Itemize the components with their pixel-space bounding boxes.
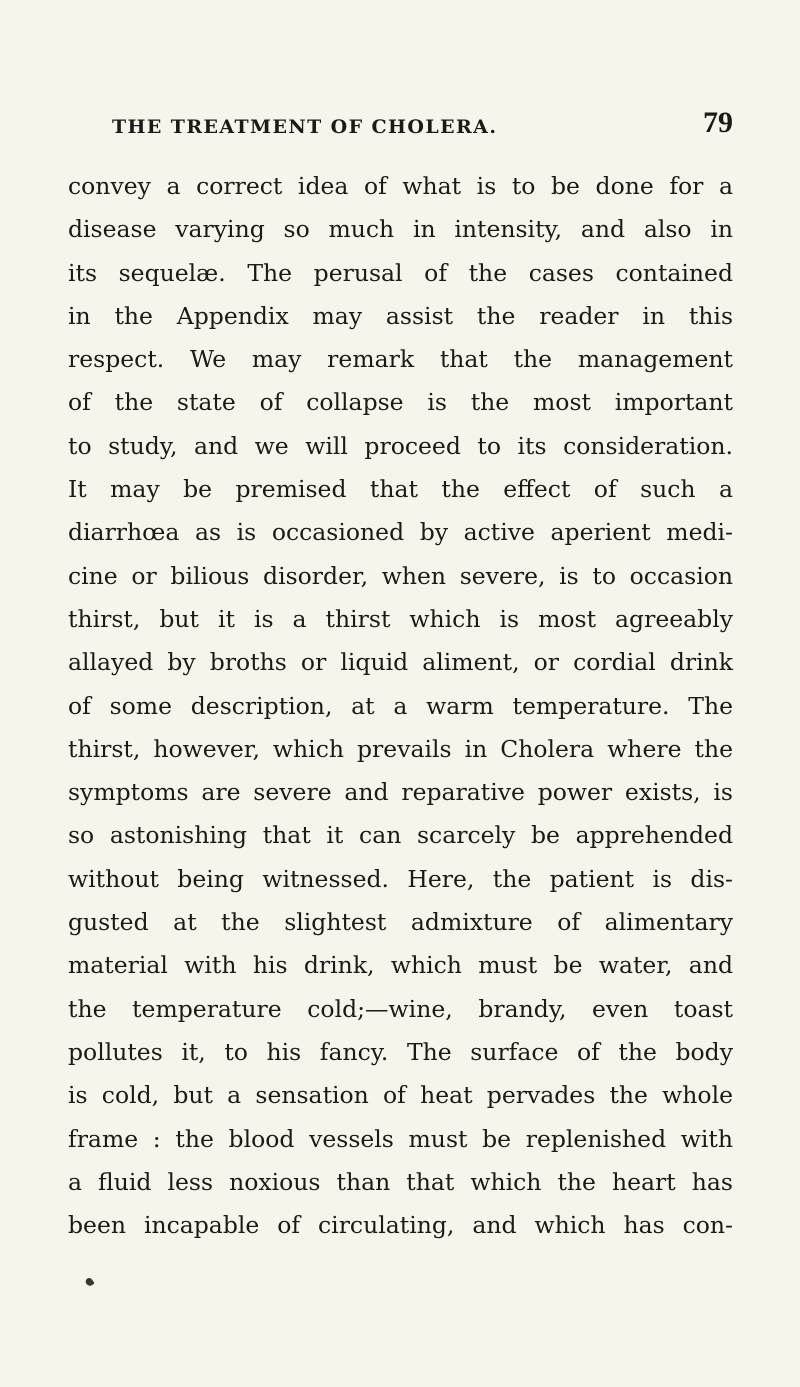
page-number: 79 <box>703 106 733 139</box>
text-line: cine or bilious disorder, when severe, is to occasion <box>68 561 733 590</box>
text-line: its sequelæ. The perusal of the cases contained <box>68 258 733 287</box>
text-line: a fluid less noxious than that which the heart has <box>68 1167 733 1196</box>
text-line: convey a correct idea of what is to be done for a <box>68 172 733 200</box>
text-line: allayed by broths or liquid aliment, or cordial drink <box>68 648 733 677</box>
body-text <box>68 165 733 1247</box>
text-line: thirst, but it is a thirst which is most agreeably <box>68 604 733 633</box>
text-line: without being witnessed. Here, the patient is dis- <box>68 864 733 893</box>
running-head <box>68 106 733 144</box>
text-line: thirst, however, which prevails in Cholera where the <box>68 734 733 763</box>
ink-speck <box>84 1277 94 1288</box>
text-line: diarrhœa as is occasioned by active aperient medi- <box>68 518 733 547</box>
text-line: respect. We may remark that the management <box>68 345 733 374</box>
text-line: is cold, but a sensation of heat pervades the whole <box>68 1081 733 1110</box>
text-line: disease varying so much in intensity, and also in <box>68 215 733 244</box>
text-line: the temperature cold;—wine, brandy, even toast <box>68 994 733 1023</box>
text-line: pollutes it, to his fancy. The surface of the body <box>68 1037 733 1066</box>
text-line: frame : the blood vessels must be replenished with <box>68 1124 733 1153</box>
text-line: so astonishing that it can scarcely be apprehended <box>68 821 733 850</box>
text-line: gusted at the slightest admixture of alimentary <box>68 908 733 937</box>
text-line: to study, and we will proceed to its consideration. <box>68 431 733 460</box>
text-line: of some description, at a warm temperature. The <box>68 691 733 720</box>
text-line: symptoms are severe and reparative power exists, is <box>68 778 733 807</box>
text-line: It may be premised that the effect of such a <box>68 475 733 504</box>
text-line: of the state of collapse is the most important <box>68 388 733 417</box>
running-title: THE TREATMENT OF CHOLERA. <box>112 116 498 138</box>
text-line: been incapable of circulating, and which has con- <box>68 1211 733 1240</box>
text-line: material with his drink, which must be water, and <box>68 951 733 980</box>
text-line: in the Appendix may assist the reader in this <box>68 301 733 330</box>
